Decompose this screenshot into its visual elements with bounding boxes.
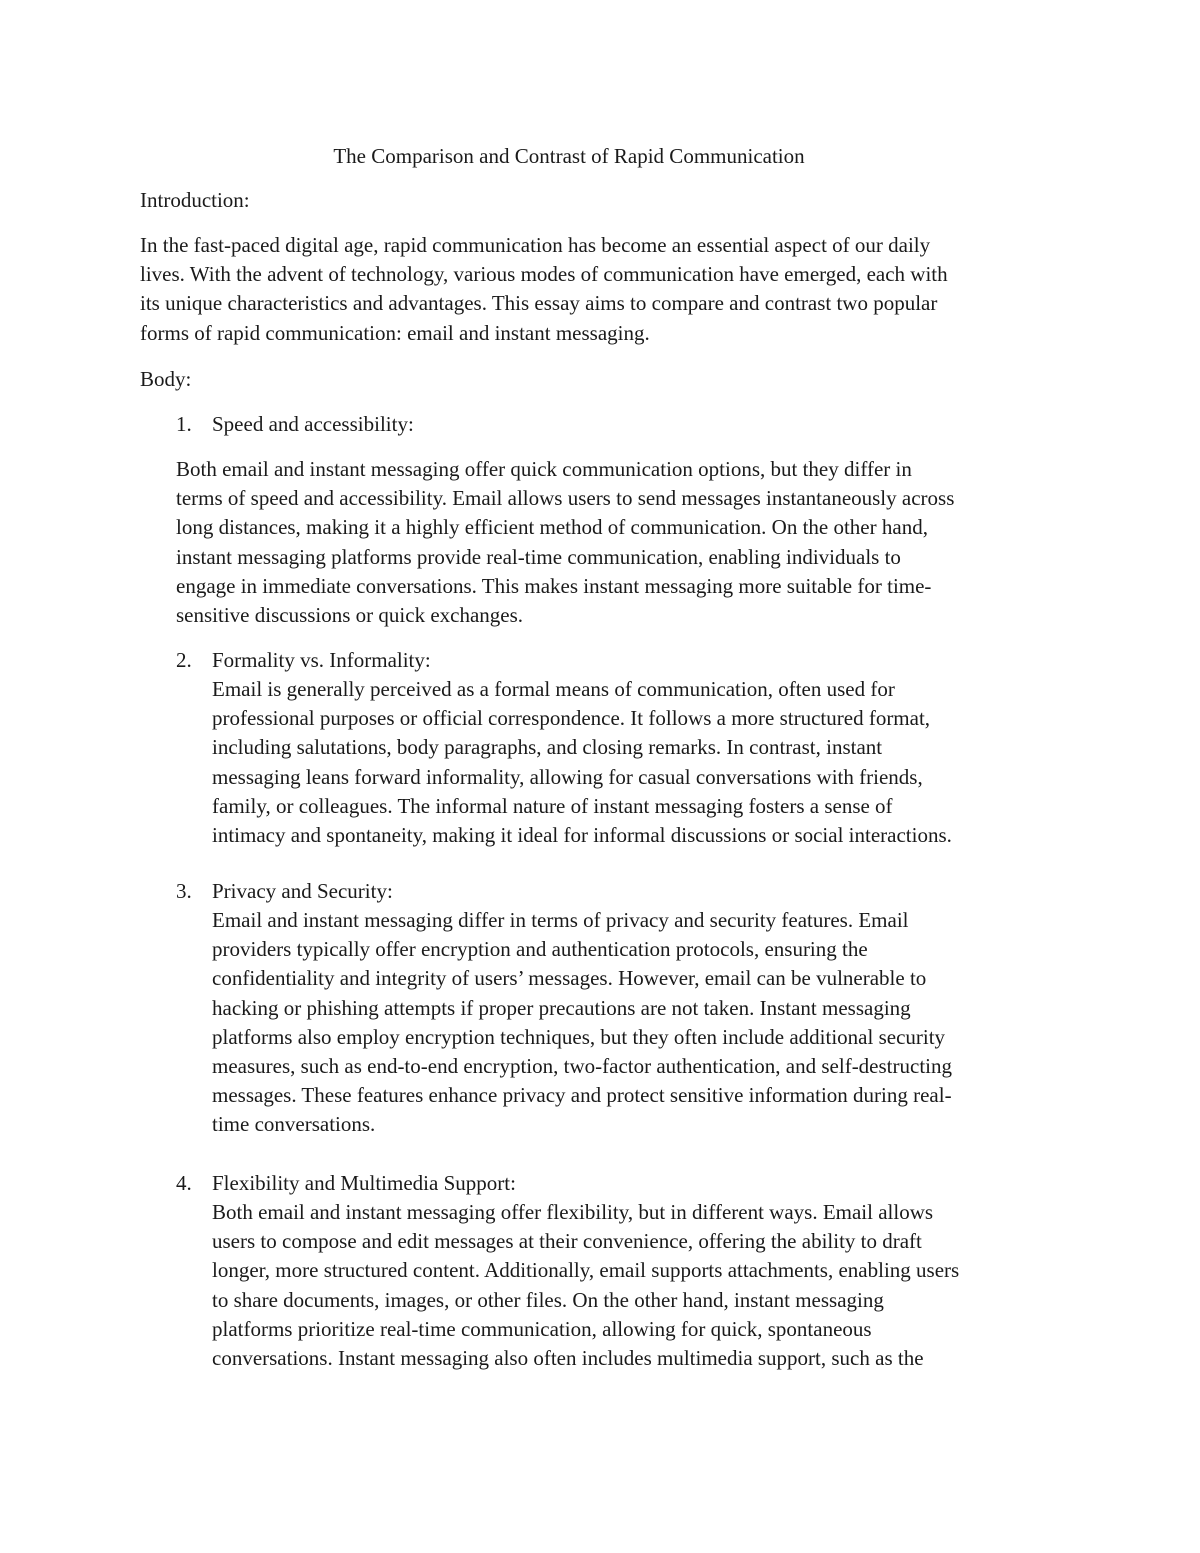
paragraph-line: In the fast-paced digital age, rapid communication has become an essential aspect of our daily [140,233,931,257]
paragraph-line: confidentiality and integrity of users’ messages. However, email can be vulnerable to [212,966,927,991]
paragraph-line: its unique characteristics and advantages. This essay aims to compare and contrast two popular [140,291,938,316]
list-item-heading: Speed and accessibility: [212,412,414,436]
list-item-paragraph [212,906,952,1140]
paragraph-line: platforms also employ encryption techniques, but they often include additional security [212,1024,946,1049]
paragraph-line: providers typically offer encryption and authentication protocols, ensuring the [212,937,868,962]
paragraph-line: time conversations. [212,1112,376,1137]
paragraph-line: users to compose and edit messages at their convenience, offering the ability to draft [212,1229,922,1254]
list-item-paragraph [212,1198,959,1373]
list-item-number: 3. [176,879,192,903]
list-item-number: 2. [176,648,192,672]
list-item-paragraph [176,455,954,630]
paragraph-line: intimacy and spontaneity, making it ideal for informal discussions or social interactions. [212,823,952,848]
body-heading: Body: [140,367,192,391]
list-item-number: 1. [176,412,192,436]
paragraph-line: lives. With the advent of technology, various modes of communication have emerged, each with [140,262,948,287]
paragraph-line: Email is generally perceived as a formal means of communication, often used for [212,677,895,701]
paragraph-line: engage in immediate conversations. This makes instant messaging more suitable for time- [176,573,932,598]
paragraph-line: platforms prioritize real-time communication, allowing for quick, spontaneous [212,1316,872,1341]
paragraph-line: long distances, making it a highly efficient method of communication. On the other hand, [176,515,928,540]
list-item-heading: Formality vs. Informality: [212,648,431,672]
paragraph-line: Both email and instant messaging offer quick communication options, but they differ in [176,457,912,481]
paragraph-line: hacking or phishing attempts if proper precautions are not taken. Instant messaging [212,995,911,1020]
paragraph-line: Email and instant messaging differ in terms of privacy and security features. Email [212,908,909,932]
paragraph-line: Both email and instant messaging offer flexibility, but in different ways. Email allows [212,1200,934,1224]
paragraph-line: instant messaging platforms provide real-time communication, enabling individuals to [176,544,901,569]
introduction-heading: Introduction: [140,188,250,212]
paragraph-line: family, or colleagues. The informal nature of instant messaging fosters a sense of [212,793,893,818]
paragraph-line: sensitive discussions or quick exchanges. [176,603,524,628]
paragraph-line: forms of rapid communication: email and instant messaging. [140,320,650,345]
paragraph-line: conversations. Instant messaging also often includes multimedia support, such as the [212,1346,924,1371]
paragraph-line: longer, more structured content. Additionally, email supports attachments, enabling users [212,1258,960,1283]
paragraph-line: professional purposes or official correspondence. It follows a more structured format, [212,706,931,731]
list-item-heading: Flexibility and Multimedia Support: [212,1171,516,1195]
paragraph-line: messaging leans forward informality, allowing for casual conversations with friends, [212,764,923,789]
list-item-paragraph [212,675,952,850]
paragraph-line: messages. These features enhance privacy and protect sensitive information during real- [212,1083,952,1108]
paragraph-line: terms of speed and accessibility. Email allows users to send messages instantaneously across [176,486,955,511]
list-item-heading: Privacy and Security: [212,879,393,903]
paragraph-line: measures, such as end-to-end encryption, two-factor authentication, and self-destructing [212,1054,952,1079]
paragraph-line: including salutations, body paragraphs, and closing remarks. In contrast, instant [212,735,883,760]
introduction-paragraph [140,231,948,348]
document-title: The Comparison and Contrast of Rapid Communication [333,144,805,168]
list-item-number: 4. [176,1171,192,1195]
paragraph-line: to share documents, images, or other files. On the other hand, instant messaging [212,1287,884,1312]
